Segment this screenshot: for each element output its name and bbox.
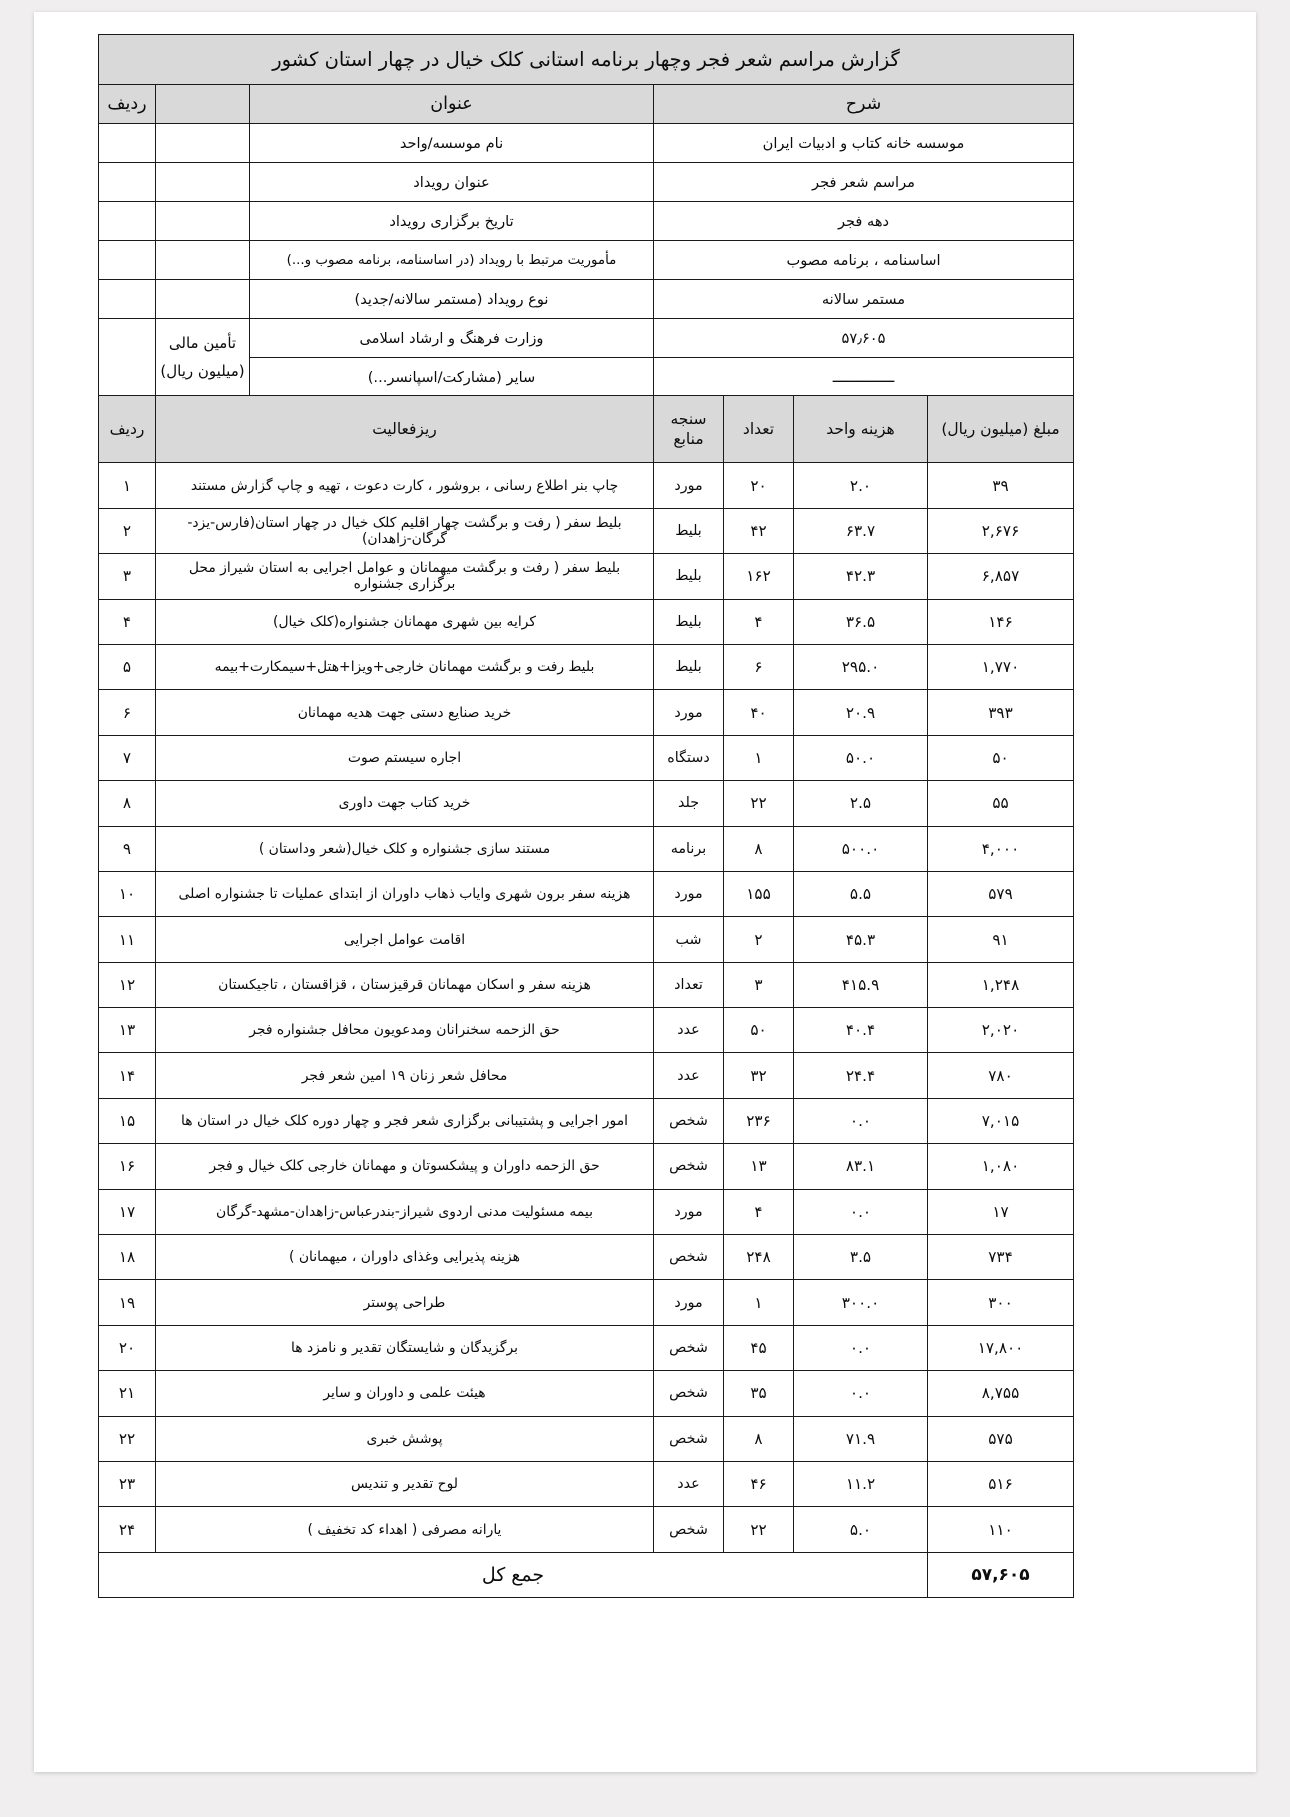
- cell-unit-measure: برنامه: [654, 826, 724, 871]
- cell-unit-cost: ۲۴.۴: [794, 1053, 928, 1098]
- cell-activity: خرید صنایع دستی جهت هدیه مهمانان: [156, 690, 654, 735]
- cell-unit-cost: ۳.۵: [794, 1235, 928, 1280]
- info-description: اساسنامه ، برنامه مصوب: [654, 241, 1074, 280]
- cell-count: ۵۰: [724, 1008, 794, 1053]
- cell-row-no: ۱: [99, 463, 156, 508]
- cell-activity: هیئت علمی و داوران و سایر: [156, 1371, 654, 1416]
- cell-activity: برگزیدگان و شایستگان تقدیر و نامزد ها: [156, 1325, 654, 1370]
- cell-activity: بیمه مسئولیت مدنی اردوی شیراز-بندرعباس-زاهدان-مشهد-گرگان: [156, 1189, 654, 1234]
- table-row: [99, 1053, 1074, 1098]
- cell-unit-cost: ۶۳.۷: [794, 508, 928, 553]
- cell-unit-measure: مورد: [654, 1280, 724, 1325]
- cell-count: ۲۴۸: [724, 1235, 794, 1280]
- info-description: موسسه خانه کتاب و ادبیات ایران: [654, 124, 1074, 163]
- info-description: مراسم شعر فجر: [654, 163, 1074, 202]
- cell-unit-cost: ۴۲.۳: [794, 554, 928, 599]
- funding-amount-other: ــــــــــــــ: [654, 358, 1074, 397]
- cell-count: ۲۲: [724, 1507, 794, 1552]
- cell-row-no: ۳: [99, 554, 156, 599]
- cell-count: ۴۲: [724, 508, 794, 553]
- info-row-no: [98, 124, 155, 163]
- cell-row-no: ۱۲: [99, 962, 156, 1007]
- table-row: [99, 690, 1074, 735]
- cell-amount: ۵۵: [928, 781, 1074, 826]
- table-row: [99, 554, 1074, 599]
- cell-unit-cost: ۵۰۰.۰: [794, 826, 928, 871]
- cell-count: ۶: [724, 644, 794, 689]
- cell-unit-cost: ۷۱.۹: [794, 1416, 928, 1461]
- table-row: [99, 781, 1074, 826]
- cell-count: ۳: [724, 962, 794, 1007]
- cell-unit-cost: ۰.۰: [794, 1098, 928, 1143]
- detail-col-count: تعداد: [724, 396, 794, 463]
- cell-count: ۱۵۵: [724, 871, 794, 916]
- cell-activity: خرید کتاب جهت داوری: [156, 781, 654, 826]
- cell-activity: محافل شعر زنان ۱۹ امین شعر فجر: [156, 1053, 654, 1098]
- detail-table: [98, 395, 1074, 1597]
- cell-activity: کرایه بین شهری مهمانان جشنواره(کلک خیال): [156, 599, 654, 644]
- cell-count: ۴۵: [724, 1325, 794, 1370]
- info-title: نوع رویداد (مستمر سالانه/جدید): [250, 280, 654, 319]
- table-row: [99, 644, 1074, 689]
- cell-unit-measure: مورد: [654, 463, 724, 508]
- table-row: [99, 1371, 1074, 1416]
- cell-count: ۲۳۶: [724, 1098, 794, 1143]
- table-row: [99, 1189, 1074, 1234]
- table-row: [99, 1325, 1074, 1370]
- detail-col-unit-measure: [654, 396, 724, 463]
- funding-source-ministry: وزارت فرهنگ و ارشاد اسلامی: [250, 319, 654, 358]
- total-row: [99, 1552, 1074, 1597]
- cell-amount: ۵۰: [928, 735, 1074, 780]
- total-amount: ۵۷,۶۰۵: [928, 1552, 1074, 1597]
- cell-amount: ۴,۰۰۰: [928, 826, 1074, 871]
- cell-row-no: ۶: [99, 690, 156, 735]
- info-spacer: [156, 163, 250, 202]
- report-content: [66, 34, 1074, 1598]
- cell-count: ۳۵: [724, 1371, 794, 1416]
- cell-row-no: ۲۲: [99, 1416, 156, 1461]
- cell-unit-measure: بلیط: [654, 554, 724, 599]
- cell-amount: ۲,۶۷۶: [928, 508, 1074, 553]
- cell-unit-measure: بلیط: [654, 599, 724, 644]
- total-label: جمع کل: [99, 1552, 928, 1597]
- cell-count: ۳۲: [724, 1053, 794, 1098]
- cell-count: ۸: [724, 826, 794, 871]
- cell-count: ۲۲: [724, 781, 794, 826]
- cell-unit-cost: ۴۰.۴: [794, 1008, 928, 1053]
- table-row: [99, 1416, 1074, 1461]
- info-row-no: [98, 202, 155, 241]
- cell-amount: ۶,۸۵۷: [928, 554, 1074, 599]
- cell-activity: طراحی پوستر: [156, 1280, 654, 1325]
- funding-row-ministry: [98, 319, 1073, 358]
- cell-unit-cost: ۸۳.۱: [794, 1144, 928, 1189]
- cell-unit-cost: ۲۰.۹: [794, 690, 928, 735]
- cell-activity: هزینه سفر برون شهری وایاب ذهاب داوران از ابتدای عملیات تا جشنواره اصلی: [156, 871, 654, 916]
- cell-amount: ۲,۰۲۰: [928, 1008, 1074, 1053]
- page-title: گزارش مراسم شعر فجر وچهار برنامه استانی کلک خیال در چهار استان کشور: [98, 35, 1073, 85]
- cell-unit-measure: مورد: [654, 1189, 724, 1234]
- info-table-row: [98, 241, 1073, 280]
- cell-unit-cost: ۲.۵: [794, 781, 928, 826]
- cell-amount: ۱۱۰: [928, 1507, 1074, 1552]
- info-table-row: [98, 163, 1073, 202]
- cell-row-no: ۱۷: [99, 1189, 156, 1234]
- cell-row-no: ۱۱: [99, 917, 156, 962]
- cell-count: ۱۶۲: [724, 554, 794, 599]
- cell-count: ۱: [724, 735, 794, 780]
- table-row: [99, 599, 1074, 644]
- cell-row-no: ۲۱: [99, 1371, 156, 1416]
- cell-amount: ۹۱: [928, 917, 1074, 962]
- detail-col-amount: مبلغ (میلیون ریال): [928, 396, 1074, 463]
- info-spacer: [156, 124, 250, 163]
- table-row: [99, 1008, 1074, 1053]
- cell-count: ۴: [724, 1189, 794, 1234]
- cell-count: ۱۳: [724, 1144, 794, 1189]
- info-table-row: [98, 202, 1073, 241]
- cell-row-no: ۱۳: [99, 1008, 156, 1053]
- detail-col-unit-cost: هزینه واحد: [794, 396, 928, 463]
- cell-unit-cost: ۴۱۵.۹: [794, 962, 928, 1007]
- cell-row-no: ۵: [99, 644, 156, 689]
- table-row: [99, 463, 1074, 508]
- cell-activity: حق الزحمه داوران و پیشکسوتان و مهمانان خارجی کلک خیال و فجر: [156, 1144, 654, 1189]
- info-table: [98, 34, 1074, 397]
- funding-label-line1: تأمین مالی: [168, 333, 237, 352]
- cell-unit-cost: ۱۱.۲: [794, 1462, 928, 1507]
- cell-amount: ۱,۲۴۸: [928, 962, 1074, 1007]
- cell-row-no: ۱۸: [99, 1235, 156, 1280]
- cell-row-no: ۲۰: [99, 1325, 156, 1370]
- info-col-title: عنوان: [250, 85, 654, 124]
- info-spacer: [156, 202, 250, 241]
- cell-count: ۲: [724, 917, 794, 962]
- info-spacer: [156, 241, 250, 280]
- cell-unit-measure: شخص: [654, 1371, 724, 1416]
- cell-unit-cost: ۵.۰: [794, 1507, 928, 1552]
- cell-row-no: ۴: [99, 599, 156, 644]
- cell-row-no: ۹: [99, 826, 156, 871]
- table-row: [99, 1280, 1074, 1325]
- cell-activity: اقامت عوامل اجرایی: [156, 917, 654, 962]
- detail-header-row: [99, 396, 1074, 463]
- cell-activity: هزینه سفر و اسکان مهمانان قرقیزستان ، قزاقستان ، تاجیکستان: [156, 962, 654, 1007]
- cell-count: ۴۶: [724, 1462, 794, 1507]
- info-title: تاریخ برگزاری رویداد: [250, 202, 654, 241]
- info-row-no: [98, 163, 155, 202]
- cell-unit-measure: شخص: [654, 1235, 724, 1280]
- info-title: مأموریت مرتبط با رویداد (در اساسنامه، برنامه مصوب و...): [250, 241, 654, 280]
- table-row: [99, 1098, 1074, 1143]
- cell-unit-cost: ۲.۰: [794, 463, 928, 508]
- cell-unit-cost: ۰.۰: [794, 1189, 928, 1234]
- cell-row-no: ۲۳: [99, 1462, 156, 1507]
- detail-col-unit-measure-line1: سنجه: [670, 410, 707, 429]
- cell-activity: پوشش خبری: [156, 1416, 654, 1461]
- info-description: مستمر سالانه: [654, 280, 1074, 319]
- cell-unit-cost: ۳۶.۵: [794, 599, 928, 644]
- info-title: عنوان رویداد: [250, 163, 654, 202]
- cell-row-no: ۷: [99, 735, 156, 780]
- cell-count: ۸: [724, 1416, 794, 1461]
- cell-amount: ۵۷۹: [928, 871, 1074, 916]
- cell-amount: ۵۷۵: [928, 1416, 1074, 1461]
- cell-count: ۱: [724, 1280, 794, 1325]
- cell-activity: لوح تقدیر و تندیس: [156, 1462, 654, 1507]
- paper-sheet: [34, 12, 1256, 1772]
- cell-count: ۴: [724, 599, 794, 644]
- cell-amount: ۵۱۶: [928, 1462, 1074, 1507]
- cell-amount: ۱۷,۸۰۰: [928, 1325, 1074, 1370]
- detail-table-body: [99, 463, 1074, 1552]
- info-title: نام موسسه/واحد: [250, 124, 654, 163]
- table-row: [99, 508, 1074, 553]
- cell-unit-measure: بلیط: [654, 644, 724, 689]
- table-row: [99, 1462, 1074, 1507]
- table-row: [99, 1507, 1074, 1552]
- cell-unit-cost: ۲۹۵.۰: [794, 644, 928, 689]
- cell-unit-measure: مورد: [654, 871, 724, 916]
- cell-amount: ۱۷: [928, 1189, 1074, 1234]
- cell-row-no: ۱۹: [99, 1280, 156, 1325]
- cell-unit-measure: عدد: [654, 1053, 724, 1098]
- info-table-row: [98, 124, 1073, 163]
- cell-amount: ۱,۰۸۰: [928, 1144, 1074, 1189]
- document-title-row: [98, 35, 1073, 85]
- cell-unit-cost: ۵.۵: [794, 871, 928, 916]
- cell-unit-cost: ۵۰.۰: [794, 735, 928, 780]
- cell-amount: ۷,۰۱۵: [928, 1098, 1074, 1143]
- funding-amount-ministry: ۵۷٫۶۰۵: [654, 319, 1074, 358]
- cell-activity: اجاره سیستم صوت: [156, 735, 654, 780]
- cell-unit-cost: ۰.۰: [794, 1371, 928, 1416]
- cell-unit-cost: ۴۵.۳: [794, 917, 928, 962]
- cell-unit-measure: دستگاه: [654, 735, 724, 780]
- funding-label-line2: (میلیون ریال): [160, 361, 245, 380]
- cell-unit-measure: شب: [654, 917, 724, 962]
- cell-unit-measure: تعداد: [654, 962, 724, 1007]
- cell-unit-measure: شخص: [654, 1325, 724, 1370]
- info-col-row-no: ردیف: [98, 85, 155, 124]
- cell-unit-cost: ۳۰۰.۰: [794, 1280, 928, 1325]
- info-description: دهه فجر: [654, 202, 1074, 241]
- funding-source-other: سایر (مشارکت/اسپانسر...): [250, 358, 654, 397]
- info-row-no: [98, 241, 155, 280]
- cell-row-no: ۱۴: [99, 1053, 156, 1098]
- cell-unit-measure: عدد: [654, 1462, 724, 1507]
- cell-amount: ۱,۷۷۰: [928, 644, 1074, 689]
- cell-amount: ۱۴۶: [928, 599, 1074, 644]
- info-table-row: [98, 280, 1073, 319]
- info-spacer: [156, 280, 250, 319]
- cell-unit-measure: شخص: [654, 1098, 724, 1143]
- cell-row-no: ۱۰: [99, 871, 156, 916]
- detail-col-row-no: ردیف: [99, 396, 156, 463]
- cell-row-no: ۱۵: [99, 1098, 156, 1143]
- cell-unit-measure: شخص: [654, 1144, 724, 1189]
- cell-activity: یارانه مصرفی ( اهداء کد تخفیف ): [156, 1507, 654, 1552]
- cell-count: ۴۰: [724, 690, 794, 735]
- cell-row-no: ۲: [99, 508, 156, 553]
- cell-amount: ۷۸۰: [928, 1053, 1074, 1098]
- cell-activity: هزینه پذیرایی وغذای داوران ، میهمانان ): [156, 1235, 654, 1280]
- cell-unit-measure: شخص: [654, 1507, 724, 1552]
- cell-activity: چاپ بنر اطلاع رسانی ، بروشور ، کارت دعوت ، تهیه و چاپ گزارش مستند: [156, 463, 654, 508]
- cell-activity: بلیط رفت و برگشت مهمانان خارجی+ویزا+هتل+سیمکارت+بیمه: [156, 644, 654, 689]
- table-row: [99, 826, 1074, 871]
- table-row: [99, 735, 1074, 780]
- table-row: [99, 1144, 1074, 1189]
- info-col-spacer: [156, 85, 250, 124]
- detail-col-activity: ریزفعالیت: [156, 396, 654, 463]
- info-row-no: [98, 280, 155, 319]
- cell-amount: ۳۰۰: [928, 1280, 1074, 1325]
- table-row: [99, 1235, 1074, 1280]
- cell-activity: بلیط سفر ( رفت و برگشت میهمانان و عوامل اجرایی به استان شیراز محل برگزاری جشنواره: [156, 554, 654, 599]
- cell-activity: امور اجرایی و پشتیبانی برگزاری شعر فجر و چهار دوره کلک خیال در استان ها: [156, 1098, 654, 1143]
- cell-unit-measure: شخص: [654, 1416, 724, 1461]
- cell-unit-measure: بلیط: [654, 508, 724, 553]
- cell-activity: بلیط سفر ( رفت و برگشت چهار اقلیم کلک خیال در چهار استان(فارس-یزد-گرگان-زاهدان): [156, 508, 654, 553]
- detail-col-unit-measure-line2: منابع: [673, 430, 704, 449]
- info-header-row: [98, 85, 1073, 124]
- table-row: [99, 871, 1074, 916]
- cell-count: ۲۰: [724, 463, 794, 508]
- cell-unit-cost: ۰.۰: [794, 1325, 928, 1370]
- cell-unit-measure: جلد: [654, 781, 724, 826]
- cell-activity: مستند سازی جشنواره و کلک خیال(شعر وداستان ): [156, 826, 654, 871]
- info-col-description: شرح: [654, 85, 1074, 124]
- cell-amount: ۳۹۳: [928, 690, 1074, 735]
- cell-amount: ۸,۷۵۵: [928, 1371, 1074, 1416]
- cell-unit-measure: مورد: [654, 690, 724, 735]
- table-row: [99, 962, 1074, 1007]
- cell-activity: حق الزحمه سخنرانان ومدعویون محافل جشنواره فجر: [156, 1008, 654, 1053]
- funding-row-no: [98, 319, 155, 397]
- cell-amount: ۳۹: [928, 463, 1074, 508]
- cell-row-no: ۱۶: [99, 1144, 156, 1189]
- cell-unit-measure: عدد: [654, 1008, 724, 1053]
- cell-amount: ۷۳۴: [928, 1235, 1074, 1280]
- cell-row-no: ۲۴: [99, 1507, 156, 1552]
- table-row: [99, 917, 1074, 962]
- funding-label: [156, 319, 250, 397]
- cell-row-no: ۸: [99, 781, 156, 826]
